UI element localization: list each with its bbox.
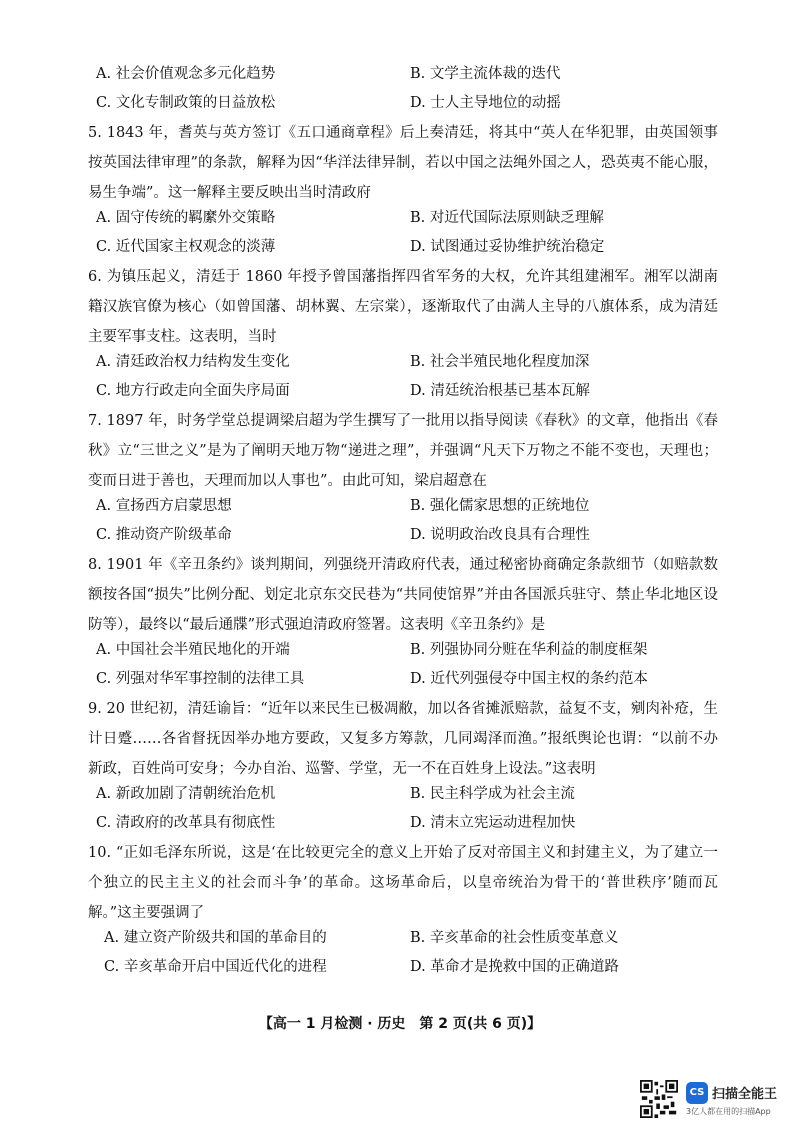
question-7-option-d: D. 说明政治改良具有合理性 <box>410 527 590 543</box>
question-6-option-d: D. 清廷统治根基已基本瓦解 <box>410 383 590 399</box>
question-9-stem: 9. 20 世纪初，清廷谕旨：“近年以来民生已极凋敝，加以各省摊派赔款，益复不支，剜肉补疮，生计日蹙……各省督抚因举办地方要政，又复多方筹款，几同竭泽而渔。”报纸舆论也谓：“以前不办新政，百姓尚可安身；今办自治、巡警、学堂，无一不在百姓身上设法。”这表明 <box>88 701 718 777</box>
question-5-option-b: B. 对近代国际法原则缺乏理解 <box>410 210 604 226</box>
camscanner-logo-icon: CS <box>686 1082 708 1104</box>
prev-options-row-1 <box>0 64 800 94</box>
question-8-option-d: D. 近代列强侵夺中国主权的条约范本 <box>410 671 648 687</box>
scanner-watermark <box>640 1078 790 1122</box>
question-10-options-row-1 <box>0 928 800 958</box>
question-8-option-a: A. 中国社会半殖民地化的开端 <box>96 642 290 658</box>
question-9-option-b: B. 民主科学成为社会主流 <box>410 786 575 802</box>
question-6-stem: 6. 为镇压起义，清廷于 1860 年授予曾国藩指挥四省军务的大权，允许其组建湘军。湘军以湖南籍汉族官僚为核心（如曾国藩、胡林翼、左宗棠），逐渐取代了由满人主导的八旗体系，成为清廷主要军事支柱。这表明，当时 <box>88 269 718 345</box>
question-7-option-c: C. 推动资产阶级革命 <box>96 527 232 543</box>
question-9-options-row-1 <box>0 784 800 814</box>
question-7-option-b: B. 强化儒家思想的正统地位 <box>410 498 590 514</box>
question-7-option-a: A. 宣扬西方启蒙思想 <box>96 498 232 514</box>
question-6-option-b: B. 社会半殖民地化程度加深 <box>410 354 590 370</box>
question-6-options-row-1 <box>0 352 800 382</box>
question-7-options-row-1 <box>0 496 800 526</box>
page-footer: 【高一 1 月检测 · 历史 第 2 页(共 6 页)】 <box>258 1016 542 1032</box>
question-10-option-c: C. 辛亥革命开启中国近代化的进程 <box>104 959 327 975</box>
question-9-option-d: D. 清末立宪运动进程加快 <box>410 815 576 831</box>
qr-code-icon <box>640 1080 678 1118</box>
scanner-tagline: 3亿人都在用的扫描App <box>686 1107 771 1116</box>
scanner-app-name: 扫描全能王 <box>712 1087 778 1102</box>
question-6-option-c: C. 地方行政走向全面失序局面 <box>96 383 290 399</box>
question-7-stem: 7. 1897 年，时务学堂总提调梁启超为学生撰写了一批用以指导阅读《春秋》的文章，他指出《春秋》立“三世之义”是为了阐明天地万物“递进之理”，并强调“凡天下万物之不能不变也，天理也；变而日进于善也，天理而加以人事也”。由此可知，梁启超意在 <box>88 413 718 489</box>
question-10-option-d: D. 革命才是挽救中国的正确道路 <box>410 959 619 975</box>
question-5-option-c: C. 近代国家主权观念的淡薄 <box>96 239 276 255</box>
question-9-option-c: C. 清政府的改革具有彻底性 <box>96 815 276 831</box>
question-5-stem: 5. 1843 年，耆英与英方签订《五口通商章程》后上奏清廷，将其中“英人在华犯罪，由英国领事按英国法律审理”的条款，解释为因“华洋法律异制，若以中国之法绳外国之人，恐英夷不能心服，易生争端”。这一解释主要反映出当时清政府 <box>88 125 718 201</box>
question-8-option-c: C. 列强对华军事控制的法律工具 <box>96 671 305 687</box>
question-5-options-row-1 <box>0 208 800 238</box>
question-5-option-d: D. 试图通过妥协维护统治稳定 <box>410 239 605 255</box>
question-10-option-a: A. 建立资产阶级共和国的革命目的 <box>104 930 327 946</box>
question-10-option-b: B. 辛亥革命的社会性质变革意义 <box>410 930 619 946</box>
question-6-option-a: A. 清廷政治权力结构发生变化 <box>96 354 290 370</box>
question-8-options-row-1 <box>0 640 800 670</box>
prev-option-d: D. 士人主导地位的动摇 <box>410 95 561 111</box>
prev-option-b: B. 文学主流体裁的迭代 <box>410 66 561 82</box>
question-10-options-row-2 <box>0 957 800 987</box>
prev-option-a: A. 社会价值观念多元化趋势 <box>96 66 276 82</box>
question-8-option-b: B. 列强协同分赃在华利益的制度框架 <box>410 642 648 658</box>
question-5-option-a: A. 固守传统的羁縻外交策略 <box>96 210 276 226</box>
question-8-stem: 8. 1901 年《辛丑条约》谈判期间，列强绕开清政府代表，通过秘密协商确定条款细节（如赔款数额按各国“损失”比例分配、划定北京东交民巷为“共同使馆界”并由各国派兵驻守、禁止华北地区设防等），最终以“最后通牒”形式强迫清政府签署。这表明《辛丑条约》是 <box>88 557 718 633</box>
prev-option-c: C. 文化专制政策的日益放松 <box>96 95 276 111</box>
question-9-option-a: A. 新政加剧了清朝统治危机 <box>96 786 276 802</box>
question-10-stem: 10. “正如毛泽东所说，这是‘在比较更完全的意义上开始了反对帝国主义和封建主义，为了建立一个独立的民主主义的社会而斗争’的革命。这场革命后，以皇帝统治为骨干的‘普世秩序’随而瓦解。”这主要强调了 <box>88 845 718 921</box>
